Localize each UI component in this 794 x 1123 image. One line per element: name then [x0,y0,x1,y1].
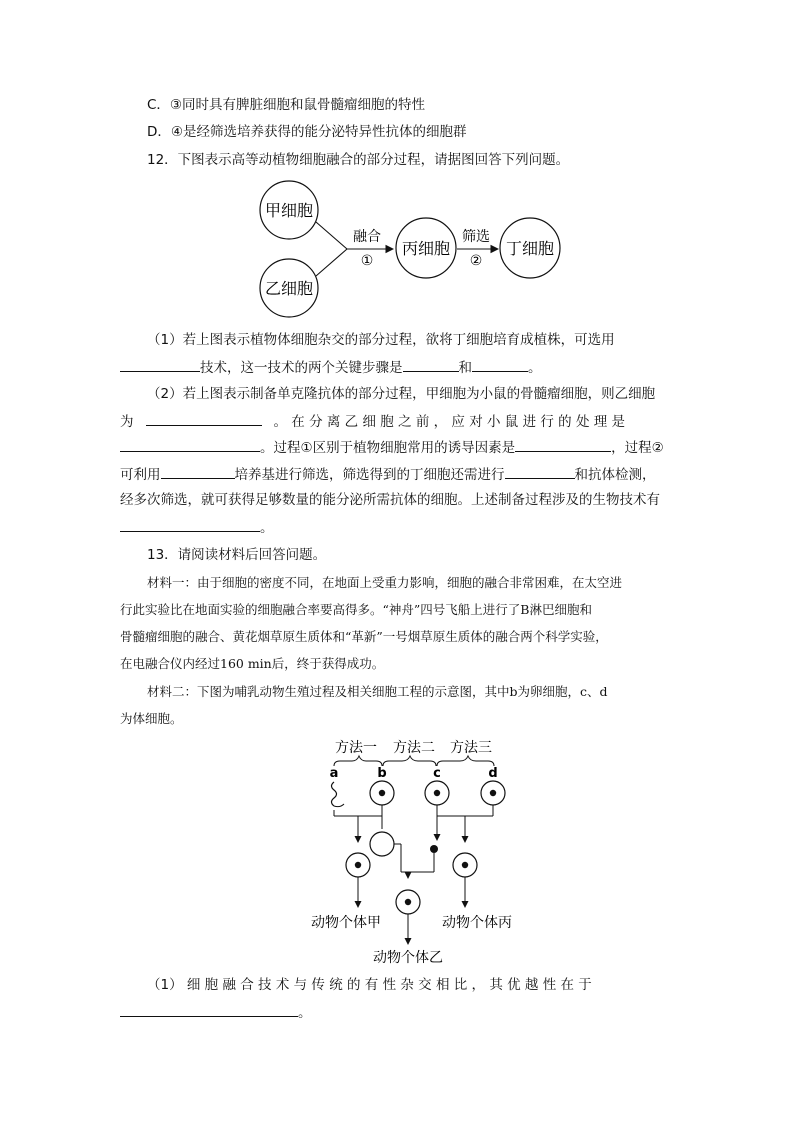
question-13-stem: 13．请阅读材料后回答问题。 [147,547,327,563]
q12-part2-line6: 。 [120,517,274,538]
method3-label: 方法三 [450,740,492,756]
label-c: c [433,766,441,781]
material1-line3: 骨髓瘤细胞的融合、黄花烟草原生质体和“革新”一号烟草原生质体的融合两个科学实验， [120,629,608,644]
step2-number: ② [469,253,483,269]
nucleus-d [490,790,496,796]
q12-part2-line4: 可利用 培养基进行筛选，筛选得到的丁细胞还需进行 和抗体检测， [120,464,656,485]
answer-blank[interactable] [472,357,528,372]
material2-line1: 材料二：下图为哺乳动物生殖过程及相关细胞工程的示意图，其中b为卵细胞，c、d [147,684,608,699]
brace-method1 [334,756,382,766]
answer-blank[interactable] [120,437,260,452]
reproduction-diagram [300,732,530,972]
animal-jia-label: 动物个体甲 [311,915,381,931]
method2-label: 方法二 [393,740,435,756]
answer-blank[interactable] [515,437,611,452]
answer-blank[interactable] [161,464,235,479]
cell-yi-label: 乙细胞 [264,279,314,298]
cell-jia-label: 甲细胞 [264,201,314,220]
question-12-stem: 12．下图表示高等动植物细胞融合的部分过程，请据图回答下列问题。 [147,152,570,168]
sperm-tail-a [334,804,344,807]
q12-part1-line2: 技术，这一技术的两个关键步骤是 和 。 [120,357,542,378]
nucleus-b [379,790,385,796]
step1-number: ① [360,253,374,269]
nucleus-c [434,790,440,796]
q12-part2-line1: （2）若上图表示制备单克隆抗体的部分过程，甲细胞为小鼠的骨髓瘤细胞，则乙细胞 [147,386,656,402]
q12-part2-line5: 经多次筛选，就可获得足够数量的能分泌所需抗体的细胞。上述制备过程涉及的生物技术有 [120,492,660,508]
q13-part1-line1: （1） 细 胞 融 合 技 术 与 传 统 的 有 性 杂 交 相 比 ， 其 优 越 性 在 于 [147,977,592,993]
material1-line4: 在电融合仪内经过160 min后，终于获得成功。 [120,656,385,671]
animal-bing-label: 动物个体丙 [442,915,512,931]
cell-fusion-diagram [250,180,580,320]
option-d: D．④是经筛选培养获得的能分泌特异性抗体的细胞群 [147,124,467,140]
answer-blank[interactable] [403,357,459,372]
q12-part1-line1: （1）若上图表示植物体细胞杂交的部分过程，欲将丁细胞培育成植株，可选用 [147,332,615,348]
animal-yi-label: 动物个体乙 [373,950,443,966]
sperm-cell-a [332,782,337,806]
enucleated-egg [370,832,394,856]
option-c: C．③同时具有脾脏细胞和鼠骨髓瘤细胞的特性 [147,97,426,113]
material1-line1: 材料一：由于细胞的密度不同，在地面上受重力影响，细胞的融合非常困难，在太空进 [147,575,623,590]
answer-blank[interactable] [120,357,200,372]
cell-ding-label: 丁细胞 [505,239,555,258]
answer-blank[interactable] [146,411,262,426]
answer-blank[interactable] [505,464,575,479]
connector-yi [316,249,347,276]
q12-part2-line2: 为 。 在 分 离 乙 细 胞 之 前 ， 应 对 小 鼠 进 行 的 处 理 是 [120,411,625,432]
cell-bing-label: 丙细胞 [401,239,451,258]
answer-blank[interactable] [120,1002,298,1017]
connector-jia [316,222,347,249]
brace-method3 [437,756,494,766]
brace-method2 [383,756,436,766]
step2-label: 筛选 [462,229,490,245]
material2-line2: 为体细胞。 [120,711,183,726]
material1-line2: 行此实验比在地面实验的细胞融合率要高得多。“神舟”四号飞船上进行了B淋巴细胞和 [120,602,592,617]
label-b: b [377,766,387,781]
step1-label: 融合 [353,229,381,245]
label-d: d [488,766,498,781]
q12-part2-line3: 。过程①区别于植物细胞常用的诱导因素是 ，过程② [120,437,664,458]
answer-blank[interactable] [120,517,260,532]
method1-label: 方法一 [335,740,377,756]
donor-nucleus [430,845,438,853]
label-a: a [329,766,339,781]
q13-part1-line2: 。 [120,1002,312,1023]
